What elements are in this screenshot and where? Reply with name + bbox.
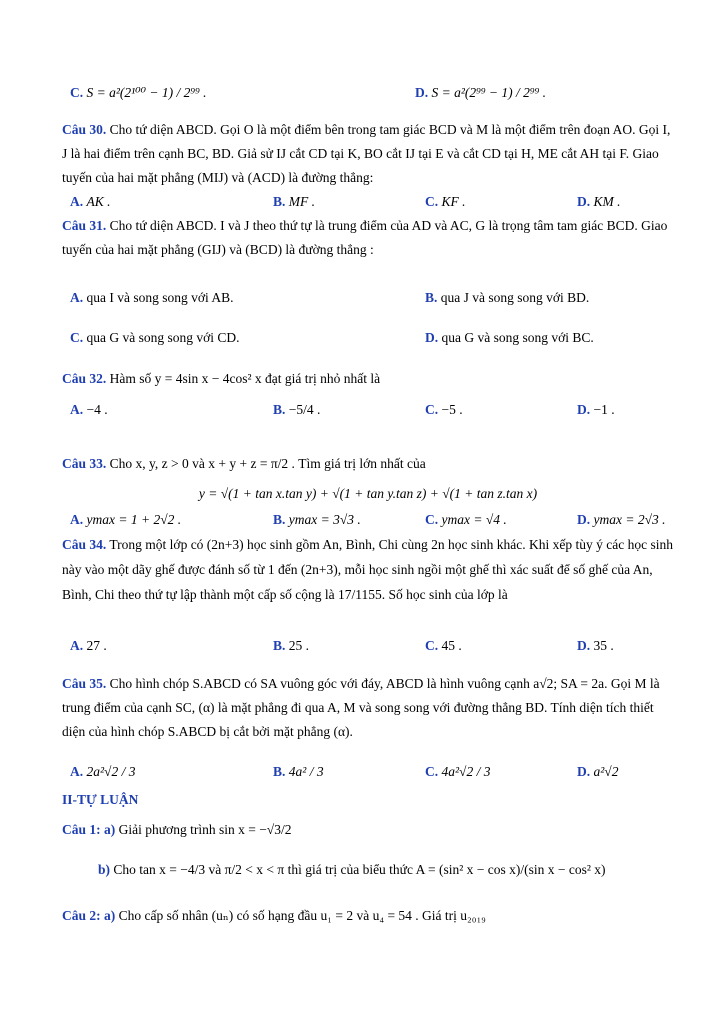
answer-text: ymax = 3√3 . (288, 512, 361, 527)
answer-label: B. (273, 638, 286, 653)
q31-answer-b (425, 286, 589, 310)
question-32 (62, 367, 674, 391)
answer-text: 27 . (86, 638, 107, 653)
answer-label: C. (425, 638, 439, 653)
q34-answers (62, 634, 674, 658)
answer-text: −5/4 . (288, 402, 321, 417)
q32-answer-d (577, 398, 615, 422)
q33-answer-c (425, 508, 507, 532)
q29-answer-d (415, 75, 546, 111)
question-text: Trong một lớp có (2n+3) học sinh gồm An, Bình, Chi cùng 2n học sinh khác. Khi xếp tùy ý các học sinh này vào một dãy ghế được đánh số từ 1 đến (2n+3), mỗi học sinh ngồi một ghế thì xác suất để số ghế của An, Bình, Chi theo thứ tự lập thành một cấp số cộng là 17/1155. Số học sinh của lớp là (62, 537, 673, 602)
q31-answer-a (70, 286, 234, 310)
answer-label: C. (425, 402, 439, 417)
answer-text: −4 . (86, 402, 108, 417)
answer-label: D. (415, 85, 429, 100)
question-label: Câu 31. (62, 218, 107, 233)
answer-text: −5 . (441, 402, 463, 417)
answer-label: B. (273, 402, 286, 417)
q33-answers (62, 508, 674, 532)
q34-answer-d (577, 634, 614, 658)
question-35 (62, 672, 674, 744)
answer-text: AK . (86, 194, 111, 209)
question-33 (62, 452, 674, 476)
q30-answer-b (273, 190, 315, 214)
q31-answer-d (425, 326, 594, 350)
section-title: II-TỰ LUẬN (62, 792, 139, 807)
q33-answer-a (70, 508, 181, 532)
q32-answer-c (425, 398, 463, 422)
question-label: Câu 34. (62, 537, 107, 552)
answer-label: C. (425, 512, 439, 527)
q33-answer-b (273, 508, 361, 532)
answer-label: D. (577, 764, 591, 779)
q35-answer-c (425, 760, 490, 784)
question-label: b) (98, 862, 111, 877)
question-34 (62, 532, 674, 607)
answer-text: 45 . (441, 638, 462, 653)
formula-text: y = √(1 + tan x.tan y) + √(1 + tan y.tan z) + √(1 + tan z.tan x) (198, 486, 538, 501)
q35-answer-d (577, 760, 618, 784)
essay-question-1a (62, 818, 674, 842)
answer-text: ymax = 1 + 2√2 . (86, 512, 182, 527)
question-text: Hàm số y = 4sin x − 4cos² x đạt giá trị nhỏ nhất là (109, 371, 381, 386)
answer-text: qua G và song song với CD. (86, 330, 240, 345)
question-text: Giải phương trình sin x = −√3/2 (118, 822, 292, 837)
answer-text: qua J và song song với BD. (440, 290, 590, 305)
answer-text: 35 . (593, 638, 614, 653)
answer-text: 4a²√2 / 3 (441, 764, 491, 779)
q32-answers (62, 398, 674, 422)
q30-answer-d (577, 190, 621, 214)
question-label: Câu 2: a) (62, 908, 116, 923)
q35-answer-b (273, 760, 324, 784)
question-text: Cho tứ diện ABCD. Gọi O là một điểm bên trong tam giác BCD và M là một điểm trên đoạn AO. Gọi I, J là hai điểm trên cạnh BC, BD. Giả sử IJ cắt CD tại K, BO cắt IJ tại E và cắt CD tại H, ME cắt AH tại F. Giao tuyến của hai mặt phẳng (MIJ) và (ACD) là đường thẳng: (62, 122, 671, 185)
q34-answer-a (70, 634, 107, 658)
q30-answer-a (70, 190, 111, 214)
answer-label: D. (577, 638, 591, 653)
question-label: Câu 1: a) (62, 822, 116, 837)
answer-text: 25 . (288, 638, 310, 653)
answer-text: 2a²√2 / 3 (86, 764, 136, 779)
answer-text: MF . (288, 194, 316, 209)
answer-label: A. (70, 402, 84, 417)
question-label: Câu 32. (62, 371, 107, 386)
answer-label: A. (70, 290, 84, 305)
answer-text: ymax = 2√3 . (593, 512, 666, 527)
answer-text: KM . (593, 194, 621, 209)
answer-text: a²√2 (593, 764, 619, 779)
q30-answers (62, 190, 674, 214)
q29-answer-c (70, 75, 207, 111)
question-30 (62, 118, 674, 190)
answer-label: A. (70, 638, 84, 653)
q34-answer-b (273, 634, 309, 658)
essay-question-1b (98, 858, 674, 882)
question-text: Cho hình chóp S.ABCD có SA vuông góc với đáy, ABCD là hình vuông cạnh a√2; SA = 2a. Gọi M là trung điểm của cạnh SC, (α) là mặt phẳng đi qua A, M và song song với đường thẳng BD. Tính diện tích thiết diện của hình chóp S.ABCD bị cắt bởi mặt phẳng (α). (62, 676, 660, 739)
q32-answer-a (70, 398, 108, 422)
answer-label: A. (70, 764, 84, 779)
q31-answer-c (70, 326, 240, 350)
answer-label: C. (70, 85, 84, 100)
answer-text: qua I và song song với AB. (86, 290, 234, 305)
q35-answers (62, 760, 674, 784)
answer-text: −1 . (593, 402, 615, 417)
answer-label: C. (70, 330, 84, 345)
q30-answer-c (425, 190, 466, 214)
q34-answer-c (425, 634, 462, 658)
answer-text: S = a²(2⁹⁹ − 1) / 2⁹⁹ . (431, 85, 547, 100)
answer-label: D. (577, 512, 591, 527)
q33-answer-d (577, 508, 666, 532)
section-heading (62, 788, 674, 812)
q33-formula (62, 482, 674, 506)
answer-label: B. (273, 512, 286, 527)
answer-text: KF . (441, 194, 466, 209)
answer-text: 4a² / 3 (288, 764, 324, 779)
question-text: Cho cấp số nhân (uₙ) có số hạng đầu u₁ = 2 và u₄ = 54 . Giá trị u₂₀₁₉ (118, 908, 486, 923)
answer-text: ymax = √4 . (441, 512, 507, 527)
answer-label: B. (273, 194, 286, 209)
answer-label: D. (425, 330, 439, 345)
essay-question-2a (62, 904, 674, 928)
answer-label: C. (425, 764, 439, 779)
q29-answer-row (62, 75, 674, 111)
q31-answers-row2 (62, 326, 674, 350)
answer-text: qua G và song song với BC. (441, 330, 594, 345)
answer-label: A. (70, 194, 84, 209)
q32-answer-b (273, 398, 320, 422)
answer-label: C. (425, 194, 439, 209)
answer-label: B. (425, 290, 438, 305)
question-text: Cho tan x = −4/3 và π/2 < x < π thì giá trị của biểu thức A = (sin² x − cos x)/(sin x − cos² x) (113, 862, 606, 877)
answer-label: D. (577, 402, 591, 417)
q35-answer-a (70, 760, 135, 784)
question-label: Câu 33. (62, 456, 107, 471)
question-text: Cho x, y, z > 0 và x + y + z = π/2 . Tìm giá trị lớn nhất của (109, 456, 426, 471)
question-31 (62, 214, 674, 262)
answer-text: S = a²(2¹⁰⁰ − 1) / 2⁹⁹ . (86, 85, 207, 100)
question-text: Cho tứ diện ABCD. I và J theo thứ tự là trung điểm của AD và AC, G là trọng tâm tam giác BCD. Giao tuyến của hai mặt phẳng (GIJ) và (BCD) là đường thẳng : (62, 218, 668, 257)
answer-label: A. (70, 512, 84, 527)
question-label: Câu 30. (62, 122, 107, 137)
answer-label: B. (273, 764, 286, 779)
answer-label: D. (577, 194, 591, 209)
q31-answers-row1 (62, 286, 674, 310)
question-label: Câu 35. (62, 676, 107, 691)
